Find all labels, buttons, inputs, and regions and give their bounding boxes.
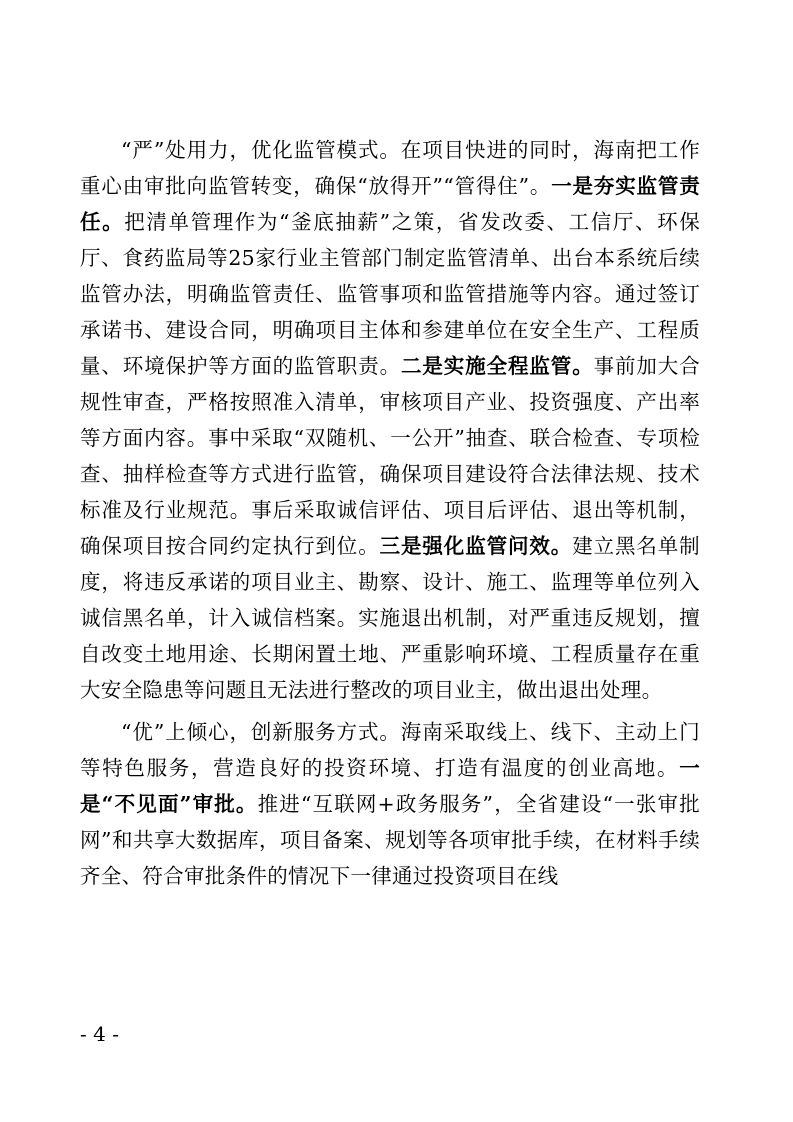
subheading-consolidate-responsibility: 一是夯实监管责任。 xyxy=(80,174,700,234)
text-segment: 事前加大合规性审查，严格按照准入清单，审核项目产业、投资强度、产出率等方面内容。事中采取“双随机、一公开”抽查、联合检查、专项检查、抽样检查等方式进行监管，确保项目建设符合法律法规、技术标准及行业规范。事后采取诚信评估、项目后评估、退出等机制，确保项目按合同约定执行到位。 xyxy=(80,354,701,558)
page-number: - 4 - xyxy=(80,1022,119,1046)
paragraph-service-innovation xyxy=(80,714,700,894)
text-segment: “严”处用力，优化监管模式。在项目快进的同时，海南把工作重心由审批向监管转变，确保“放得开”“管得住”。 xyxy=(80,138,700,198)
paragraph-strict-supervision xyxy=(80,132,700,708)
text-segment: “优”上倾心，创新服务方式。海南采取线上、线下、主动上门等特色服务，营造良好的投资环境、打造有温度的创业高地。 xyxy=(80,720,700,780)
text-segment: 建立黑名单制度，将违反承诺的项目业主、勘察、设计、施工、监理等单位列入诚信黑名单，计入诚信档案。实施退出机制，对严重违反规划，擅自改变土地用途、长期闲置土地、严重影响环境、工程质量存在重大安全隐患等问题且无法进行整改的项目业主，做出退出处理。 xyxy=(80,534,700,702)
subheading-full-process-supervision: 二是实施全程监管。 xyxy=(401,354,594,378)
subheading-no-meeting-approval: 一是“不见面”审批。 xyxy=(80,756,700,816)
text-segment: 推进“互联网+政务服务”，全省建设“一张审批网”和共享大数据库，项目备案、规划等各项审批手续，在材料手续齐全、符合审批条件的情况下一律通过投资项目在线 xyxy=(80,792,700,888)
body-content xyxy=(80,132,700,894)
subheading-strengthen-accountability: 三是强化监管问效。 xyxy=(379,534,573,558)
text-segment: 把清单管理作为“釜底抽薪”之策，省发改委、工信厅、环保厅、食药监局等25家行业主管部门制定监管清单、出台本系统后续监管办法，明确监管责任、监管事项和监管措施等内容。通过签订承诺书、建设合同，明确项目主体和参建单位在安全生产、工程质量、环境保护等方面的监管职责。 xyxy=(80,210,700,378)
